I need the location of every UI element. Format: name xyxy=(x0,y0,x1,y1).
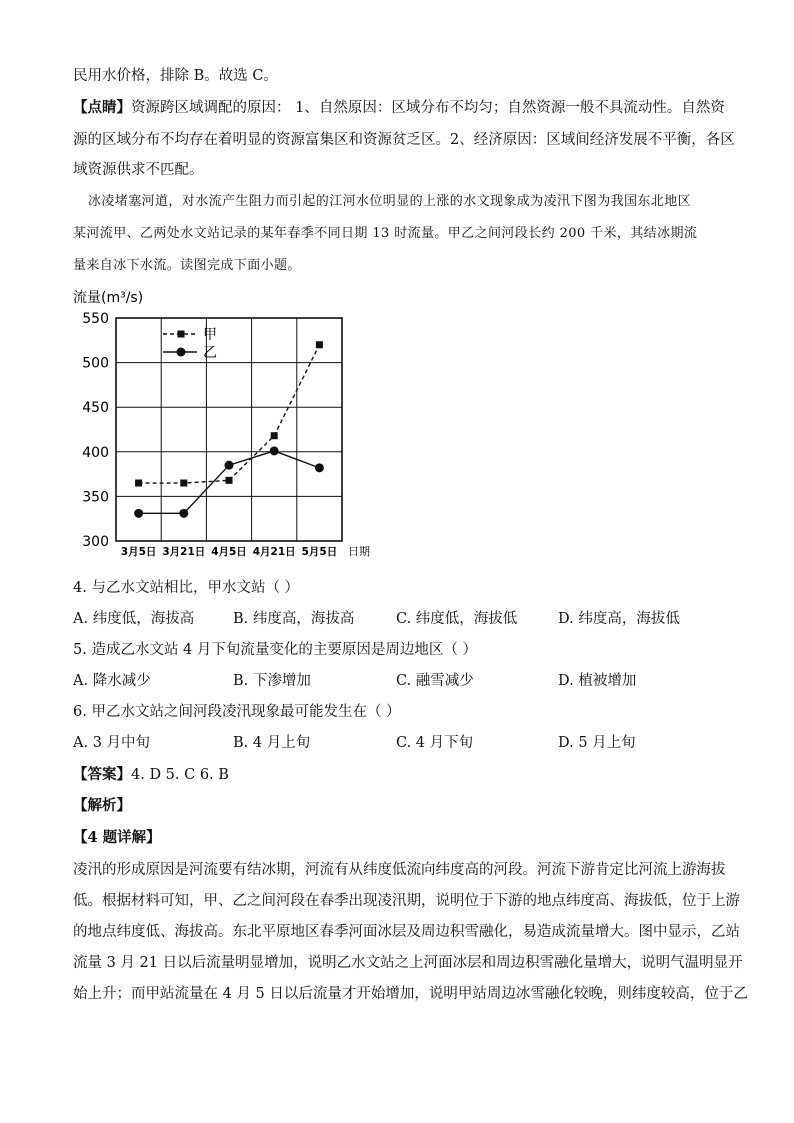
analysis-label: 【解析】 xyxy=(73,797,131,814)
y-tick-label: 300 xyxy=(82,534,109,550)
chart-grid xyxy=(116,318,342,541)
x-tick-label: 3月5日 xyxy=(120,546,157,558)
data-point-yi xyxy=(315,463,324,472)
prev-answer: 民用水价格，排除 B。故选 C。 xyxy=(73,68,278,84)
answer-label: 【答案】 xyxy=(73,766,131,783)
legend-label: 甲 xyxy=(203,327,217,343)
q5-option-c: C. 融雪减少 xyxy=(396,673,474,689)
material-line-1: 冰凌堵塞河道，对水流产生阻力而引起的江河水位明显的上涨的水文现象成为凌汛下图为我国东北地区 xyxy=(88,194,692,209)
legend-label: 乙 xyxy=(203,345,217,361)
y-tick-label: 450 xyxy=(82,400,109,417)
data-point-jia xyxy=(180,480,187,487)
answer-line xyxy=(73,765,229,785)
chart-ylabel: 流量(m³/s) xyxy=(73,290,144,306)
plot-frame xyxy=(116,318,342,541)
q4-option-b: B. 纬度高，海拔高 xyxy=(233,611,355,627)
detail-line-3: 的地点纬度低、海拔高。东北平原地区春季河面冰层及周边积雪融化，易造成流量增大。图中显示，乙站 xyxy=(73,924,740,940)
detail-heading: 【4 题详解】 xyxy=(73,829,161,846)
tip-text-1: 资源跨区域调配的原因： 1、自然原因：区域分布不均匀；自然资源一般不具流动性。自然资 xyxy=(131,100,725,116)
detail-line-5: 始上升；而甲站流量在 4 月 5 日以后流量才开始增加，说明甲站周边冰雪融化较晚，则纬度较高，位于乙 xyxy=(73,986,748,1002)
q4-option-a: A. 纬度低，海拔高 xyxy=(73,611,195,627)
data-point-jia xyxy=(271,432,278,439)
q5-option-a: A. 降水减少 xyxy=(73,673,151,689)
x-tick-label: 4月5日 xyxy=(211,546,247,558)
legend-marker-circle xyxy=(177,348,186,357)
question-4-stem: 4. 与乙水文站相比，甲水文站（ ） xyxy=(73,580,300,596)
data-point-yi xyxy=(134,509,143,518)
material-line-2: 某河流甲、乙两处水文站记录的某年春季不同日期 13 时流量。甲乙之间河段长约 200 千米，其结冰期流 xyxy=(73,226,698,241)
tip-label: 【点睛】 xyxy=(73,99,131,116)
q5-option-b: B. 下渗增加 xyxy=(233,673,311,689)
detail-line-1: 凌汛的形成原因是河流要有结冰期，河流有从纬度低流向纬度高的河段。河流下游肯定比河流上游海拔 xyxy=(73,862,726,878)
q4-option-d: D. 纬度高，海拔低 xyxy=(558,611,680,627)
q6-option-c: C. 4 月下旬 xyxy=(396,735,474,751)
data-point-yi xyxy=(270,446,279,455)
data-point-jia xyxy=(316,341,323,348)
answer-text: 4. D 5. C 6. B xyxy=(131,767,229,783)
material-line-3: 量来自冰下水流。读图完成下面小题。 xyxy=(73,258,301,273)
question-6-stem: 6. 甲乙水文站之间河段凌汛现象最可能发生在（ ） xyxy=(73,704,401,720)
y-tick-label: 500 xyxy=(82,355,109,372)
x-tick-label: 4月21日 xyxy=(252,546,296,558)
y-tick-label: 400 xyxy=(82,444,109,461)
data-point-jia xyxy=(135,480,142,487)
chart-legend xyxy=(163,327,217,361)
y-tick-label: 350 xyxy=(82,489,109,506)
data-point-yi xyxy=(179,509,188,518)
x-tick-label: 5月5日 xyxy=(301,546,338,558)
data-point-yi xyxy=(225,461,234,470)
detail-line-4: 流量 3 月 21 日以后流量明显增加，说明乙水文站之上河面冰层和周边积雪融化量增大，说明气温明显开 xyxy=(73,955,743,971)
q4-option-c: C. 纬度低，海拔低 xyxy=(396,611,518,627)
y-tick-label: 550 xyxy=(82,311,109,327)
data-point-jia xyxy=(226,477,233,484)
q5-option-d: D. 植被增加 xyxy=(558,673,637,689)
tip-line-3: 域资源供求不匹配。 xyxy=(73,162,204,178)
question-5-stem: 5. 造成乙水文站 4 月下旬流量变化的主要原因是周边地区（ ） xyxy=(73,642,477,658)
tip-line-2: 源的区域分布不均存在着明显的资源富集区和资源贫乏区。2、经济原因：区域间经济发展不平衡，各区 xyxy=(73,132,735,148)
q6-option-d: D. 5 月上旬 xyxy=(558,735,636,751)
x-tick-label: 3月21日 xyxy=(162,546,206,558)
q6-option-a: A. 3 月中旬 xyxy=(73,735,151,751)
chart-series xyxy=(134,341,324,518)
legend-marker-square xyxy=(178,331,185,338)
detail-line-2: 低。根据材料可知，甲、乙之间河段在春季出现凌汛期，说明位于下游的地点纬度高、海拔低，位于上游 xyxy=(73,893,740,909)
chart-xlabel: 日期 xyxy=(348,545,370,558)
q6-option-b: B. 4 月上旬 xyxy=(233,735,311,751)
